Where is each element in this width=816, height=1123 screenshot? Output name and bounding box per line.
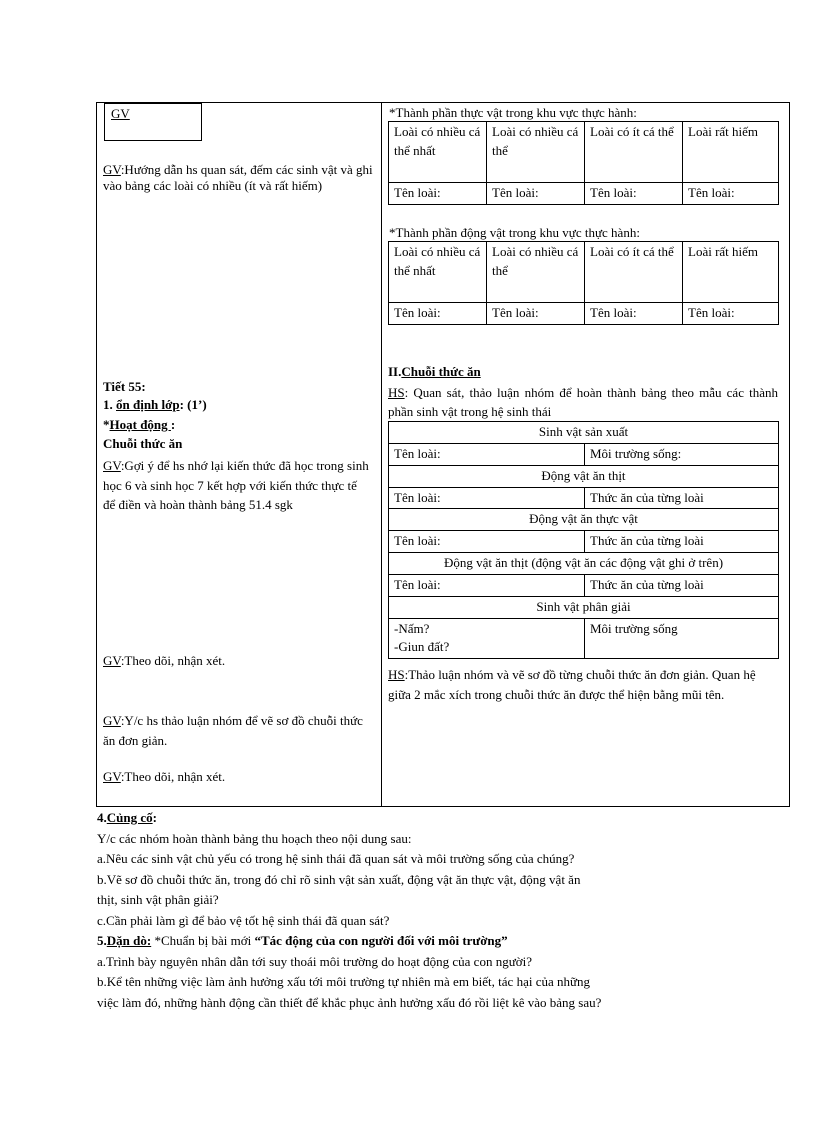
section-2-heading xyxy=(388,364,481,380)
animal-table xyxy=(388,241,779,325)
table-row xyxy=(389,443,779,465)
species-header-cell: Loài có ít cá thể xyxy=(585,242,683,303)
hoat-dong xyxy=(103,417,175,433)
dan-do-a: a.Trình bày nguyên nhân dẫn tới suy thoái môi trường do hoạt động của con người? xyxy=(97,953,533,969)
hs-task-text: : Quan sát, thảo luận nhóm để hoàn thành bảng theo mẫu các thành phần sinh vật trong hệ sinh thái xyxy=(388,385,778,419)
plant-table xyxy=(388,121,779,205)
gv-theo-doi-1 xyxy=(103,653,225,669)
species-header-cell: Loài có nhiều cá thể xyxy=(487,242,585,303)
decomposer-header: Sinh vật phân giải xyxy=(389,596,779,618)
table-row xyxy=(389,422,779,444)
gv-theo-doi-text: :Theo dõi, nhận xét. xyxy=(120,769,226,784)
species-cell: Tên loài: xyxy=(389,183,487,205)
cung-co-prefix: 4. xyxy=(97,810,107,825)
table-cell: Thức ăn của từng loài xyxy=(585,487,779,509)
on-dinh-suffix: : (1’) xyxy=(179,397,207,412)
plant-title: *Thành phần thực vật trong khu vực thực hành: xyxy=(389,105,637,120)
dan-do-b-cont: việc làm đó, những hành động cần thiết để khắc phục ảnh hưởng xấu đó rồi liệt kê vào bảng sau? xyxy=(97,994,602,1010)
table-cell xyxy=(389,618,585,659)
species-cell: Tên loài: xyxy=(683,303,779,325)
dan-do-title: “Tác động của con người đối với môi trường” xyxy=(254,933,508,948)
bottom-section xyxy=(97,808,787,1013)
table-row xyxy=(389,183,779,205)
hoat-dong-suffix: : xyxy=(170,417,176,432)
species-cell: Tên loài: xyxy=(389,303,487,325)
question-a: a.Nêu các sinh vật chủ yếu có trong hệ sinh thái đã quan sát và môi trường sống của chúng? xyxy=(97,851,575,866)
table-cell: Thức ăn của từng loài xyxy=(585,531,779,553)
table-cell: Môi trường sống xyxy=(585,618,779,659)
gv-yc-text: :Y/c hs thảo luận nhóm để vẽ sơ đồ chuỗi thức ăn đơn giản. xyxy=(103,713,363,748)
species-cell: Tên loài: xyxy=(585,303,683,325)
table-cell: Môi trường sống: xyxy=(585,443,779,465)
gv-guide xyxy=(103,162,375,195)
cung-co-heading: 4.Củng cố: xyxy=(97,810,157,825)
species-cell: Tên loài: xyxy=(487,303,585,325)
gv-goi-y xyxy=(103,456,371,515)
hs-task xyxy=(388,383,778,421)
cung-co-label: Củng cố xyxy=(106,810,153,825)
question-b-cont: thịt, sinh vật phân giải? xyxy=(97,892,219,907)
gv-label: GV xyxy=(103,713,121,728)
gv-box-label: GV xyxy=(111,106,130,121)
gv-label: GV xyxy=(103,769,121,784)
gv-label: GV xyxy=(103,162,121,177)
hs-label: HS xyxy=(388,667,405,682)
table-row xyxy=(389,596,779,618)
producer-header: Sinh vật sản xuất xyxy=(389,422,779,444)
section-2-prefix: II. xyxy=(388,364,402,379)
table-row xyxy=(389,574,779,596)
table-cell: Tên loài: xyxy=(389,443,585,465)
species-header-cell: Loài rất hiếm xyxy=(683,122,779,183)
table-cell: Tên loài: xyxy=(389,574,585,596)
table-row xyxy=(389,242,779,303)
species-header-cell: Loài có nhiều cá thể nhất xyxy=(389,242,487,303)
dan-do-line xyxy=(97,931,787,952)
dan-do-b: b.Kể tên những việc làm ảnh hưởng xấu tới môi trường tự nhiên mà em biết, tác hại của những xyxy=(97,974,591,989)
table-row xyxy=(389,618,779,659)
chuoi-heading: Chuỗi thức ăn xyxy=(103,436,183,451)
dan-do-text: *Chuẩn bị bài mới xyxy=(151,933,255,948)
herbivore-header: Động vật ăn thịt xyxy=(389,465,779,487)
gv-theo-doi-text: :Theo dõi, nhận xét. xyxy=(120,653,226,668)
table-cell: Tên loài: xyxy=(389,487,585,509)
gv-label: GV xyxy=(103,458,121,473)
table-row xyxy=(389,122,779,183)
on-dinh-label: ổn định lớp xyxy=(116,397,180,412)
gv-guide-text: :Hướng dẫn hs quan sát, đếm các sinh vật và ghi vào bảng các loài có nhiều (ít và rất hiếm) xyxy=(103,162,373,194)
species-header-cell: Loài có nhiều cá thể xyxy=(487,122,585,183)
question-b: b.Vẽ sơ đồ chuỗi thức ăn, trong đó chỉ rõ sinh vật sản xuất, động vật ăn thực vật, động vật ăn xyxy=(97,871,581,887)
decomposer-item: -Nấm? xyxy=(394,620,430,636)
table-row xyxy=(389,465,779,487)
species-cell: Tên loài: xyxy=(683,183,779,205)
on-dinh-lop xyxy=(103,397,207,413)
gv-yc xyxy=(103,711,365,751)
species-header-cell: Loài rất hiếm xyxy=(683,242,779,303)
table-row xyxy=(389,531,779,553)
table-row xyxy=(389,553,779,575)
hs-discuss xyxy=(388,665,778,705)
tiet-title: Tiết 55: xyxy=(103,379,146,394)
table-cell: Thức ăn của từng loài xyxy=(585,574,779,596)
question-c: c.Cần phải làm gì để bảo vệ tốt hệ sinh thái đã quan sát? xyxy=(97,912,390,928)
hs-label: HS xyxy=(388,385,405,400)
table-row xyxy=(389,509,779,531)
species-header-cell: Loài có nhiều cá thể nhất xyxy=(389,122,487,183)
decomposer-item: -Giun đất? xyxy=(394,639,450,655)
table-row xyxy=(389,303,779,325)
hs-discuss-text: :Thảo luận nhóm và vẽ sơ đồ từng chuỗi thức ăn đơn giản. Quan hệ giữa 2 mắc xích trong chuỗi thức ăn được thể hiện bằng mũi tên. xyxy=(388,667,756,702)
carnivore-header: Động vật ăn thực vật xyxy=(389,509,779,531)
table-row xyxy=(389,487,779,509)
species-cell: Tên loài: xyxy=(585,183,683,205)
hoat-dong-label: Hoạt động xyxy=(109,417,171,432)
cung-co-intro: Y/c các nhóm hoàn thành bảng thu hoạch theo nội dung sau: xyxy=(97,830,412,846)
species-cell: Tên loài: xyxy=(487,183,585,205)
section-2-label: Chuỗi thức ăn xyxy=(401,364,481,379)
gv-box xyxy=(104,103,202,141)
dan-do-prefix: 5. xyxy=(97,933,107,948)
column-divider xyxy=(381,102,382,806)
table-cell: Tên loài: xyxy=(389,531,585,553)
species-header-cell: Loài có ít cá thể xyxy=(585,122,683,183)
on-dinh-prefix: 1. xyxy=(103,397,116,412)
gv-theo-doi-2 xyxy=(103,769,225,785)
dan-do-label: Dặn dò: xyxy=(106,933,152,948)
food-table xyxy=(388,421,779,659)
gv-goi-y-text: :Gợi ý để hs nhớ lại kiến thức đã học trong sinh học 6 và sinh học 7 kết hợp với kiến thức thực tế để điền và hoàn thành bảng 51.4 sgk xyxy=(103,458,369,512)
animal-title: *Thành phần động vật trong khu vực thực hành: xyxy=(389,225,640,240)
hoat-dong-prefix: * xyxy=(103,417,110,432)
predator-header: Động vật ăn thịt (động vật ăn các động vật ghi ở trên) xyxy=(389,553,779,575)
gv-label: GV xyxy=(103,653,121,668)
